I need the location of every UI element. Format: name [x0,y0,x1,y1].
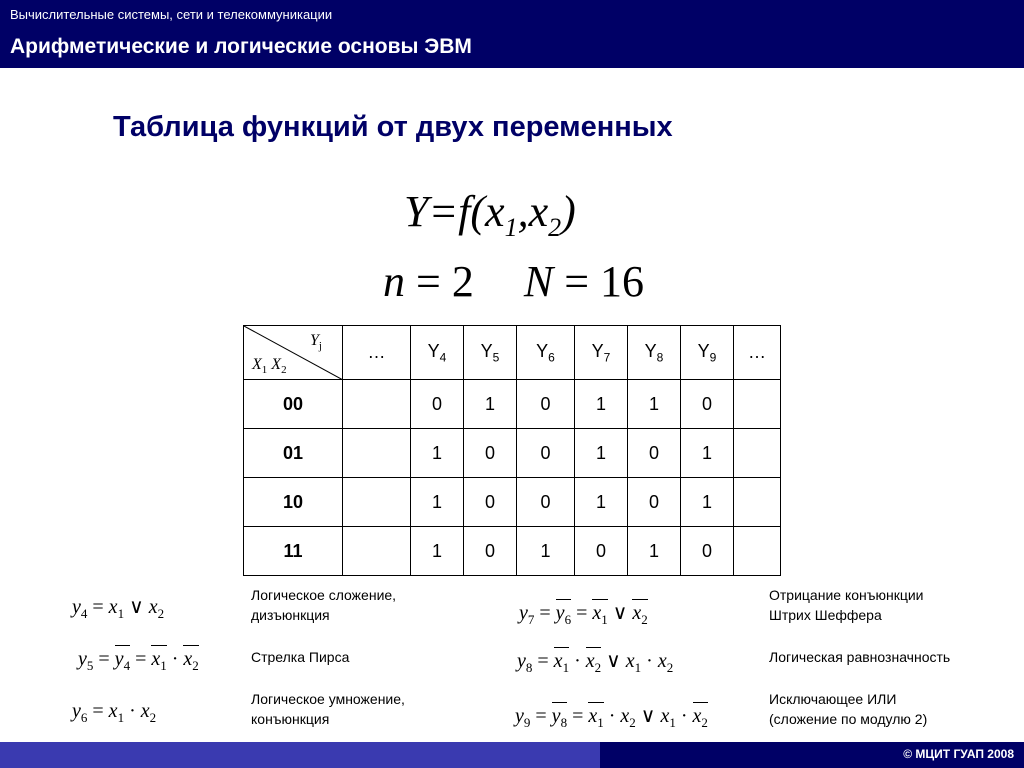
table-cell: 0 [628,478,681,527]
table-cell: 0 [681,380,734,429]
header-ellipsis-right: … [734,326,781,380]
table-row [244,429,781,478]
header-y7: $Y_7$ [575,326,628,380]
table-cell: 0 [464,429,517,478]
description-y9: Исключающее ИЛИ (сложение по модулю 2) [769,691,928,727]
table-cell: 0 [517,478,575,527]
header-subtitle: Вычислительные системы, сети и телекоммуникации [10,7,333,22]
table-cell: 0 [464,478,517,527]
formula-y9: $y_9 = y_8 = x_1 \cdot x_2$ ∨ $x_1 \cdot x_2$ [515,703,708,731]
formula-y8: $y_8 = x_1 \cdot x_2$ ∨ $x_1 \cdot x_2$ [517,648,673,676]
formula-y7: $y_7 = y_6 = x_1$ ∨ $x_2$ [519,600,648,628]
empty-cell [734,429,781,478]
table-cell: 0 [517,380,575,429]
table-row [244,527,781,576]
footer-copyright: © МЦИТ ГУАП 2008 [903,747,1014,761]
header-y8: $Y_8$ [628,326,681,380]
table-cell: 1 [575,429,628,478]
truth-table [243,325,781,576]
empty-cell [734,380,781,429]
table-header-row [244,326,781,380]
footer-strip [0,742,600,768]
table-cell: 1 [575,380,628,429]
header-y6: $Y_6$ [517,326,575,380]
formula-y4: $y_4 = x_1$ ∨ $x_2$ [72,596,165,621]
table-row [244,478,781,527]
table-cell: 1 [411,429,464,478]
table-cell: 0 [681,527,734,576]
table-cell: 1 [628,527,681,576]
table-row [244,380,781,429]
formula-y5: $y_5 = y_4 = x_1 \cdot x_2$ [78,648,199,674]
empty-cell [734,527,781,576]
formula-y6: $y_6 = x_1 \cdot x_2$ [72,700,157,725]
empty-cell [343,478,411,527]
description-y6: Логическое умножение, конъюнкция [251,691,405,727]
description-y8: Логическая равнозначность [769,649,951,665]
table-cell: 1 [628,380,681,429]
table-cell: 1 [575,478,628,527]
slide-title: Таблица функций от двух переменных [113,111,673,143]
header-bar [0,0,1024,68]
row-label: 01 [244,429,343,478]
description-y7: Отрицание конъюнкции Штрих Шеффера [769,587,924,623]
header-y9: $Y_9$ [681,326,734,380]
footer-bar [0,742,1024,768]
table-cell: 1 [681,478,734,527]
table-cell: 1 [411,527,464,576]
header-ellipsis-left: … [343,326,411,380]
row-label: 11 [244,527,343,576]
corner-y-label: $Y_j$ [310,332,322,353]
empty-cell [734,478,781,527]
empty-cell [343,429,411,478]
header-y5: $Y_5$ [464,326,517,380]
table-cell: 0 [628,429,681,478]
table-cell: 0 [411,380,464,429]
table-cell: 1 [681,429,734,478]
table-cell: 1 [517,527,575,576]
table-corner-cell [244,326,343,380]
table-cell: 1 [464,380,517,429]
header-y4: $Y_4$ [411,326,464,380]
table-cell: 0 [517,429,575,478]
row-label: 00 [244,380,343,429]
table-cell: 0 [464,527,517,576]
description-y5: Стрелка Пирса [251,649,350,665]
table-cell: 0 [575,527,628,576]
empty-cell [343,380,411,429]
corner-x-label: $X_1$ $X_2$ [252,356,287,377]
header-title: Арифметические и логические основы ЭВМ [10,35,472,58]
table-cell: 1 [411,478,464,527]
formula-function: $Y=f(x_1,x_2)$ [404,187,576,242]
description-y4: Логическое сложение, дизъюнкция [251,587,397,623]
formula-counts: n = 2 N = 16 [383,257,645,306]
row-label: 10 [244,478,343,527]
empty-cell [343,527,411,576]
